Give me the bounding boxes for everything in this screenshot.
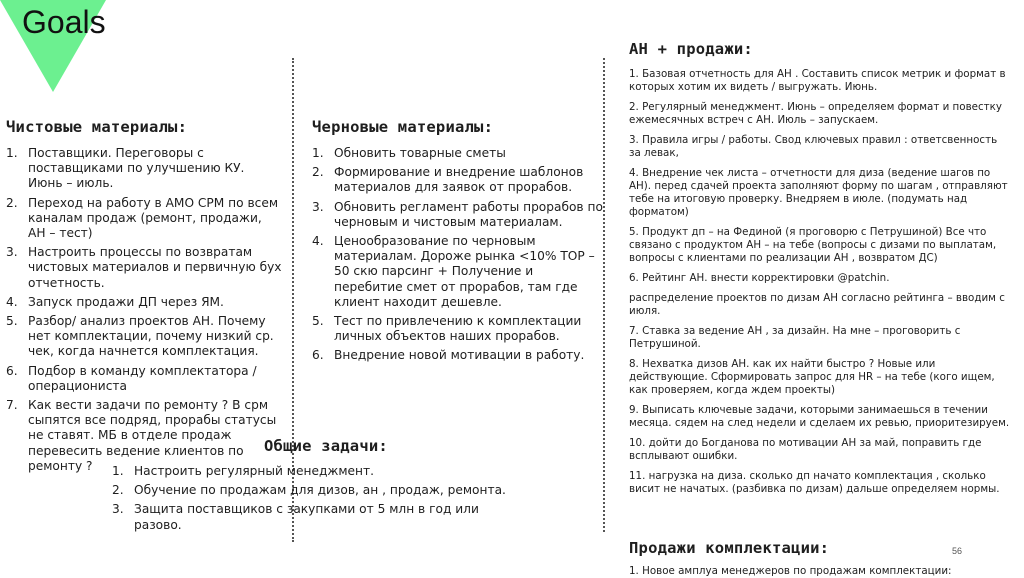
list-item (6, 196, 282, 242)
list-item-number: 5. (312, 314, 324, 329)
list-item (6, 146, 282, 192)
list-item (6, 398, 282, 474)
rough-materials-section (312, 118, 604, 368)
list-item (312, 314, 604, 344)
list-item-number: 6. (312, 348, 324, 363)
an-sales-item: 11. нагрузка на диза. сколько дп начато комплектация , сколько висит не начатых. (разбивка по дизам) дальше определяем нормы. (629, 470, 1000, 495)
an-sales-item: распределение проектов по дизам АН согласно рейтинга – вводим с июля. (629, 292, 1005, 317)
list-item-number: 2. (6, 195, 18, 210)
list-item-number: 4. (312, 234, 324, 249)
list-item-number: 6. (6, 363, 18, 378)
list-item-text: Внедрение новой мотивации в работу. (334, 348, 585, 363)
sales-kit-section (629, 539, 1011, 578)
list-item-text: Подбор в команду комплектатора / операциониста (28, 363, 257, 393)
list-item-text: Как вести задачи по ремонту ? В срм сыпятся все подряд, прорабы статусы не ставят. МБ в отделе продаж перевесить ведение клиентов по ремонту ? (28, 398, 277, 473)
list-item-number: 1. (6, 146, 18, 160)
clean-materials-list (6, 146, 282, 474)
list-item (312, 165, 604, 195)
an-sales-item: 4. Внедрение чек листа – отчетности для диза (ведение шагов по АН). перед сдачей проекта заполняют форму по шагам , отправляют тебе на итоговую проверку. Внедряем в июле. (подумать над форматом) (629, 167, 1008, 218)
list-item (312, 146, 604, 161)
list-item (112, 483, 522, 498)
list-item-text: Настроить процессы по возвратам чистовых материалов и первичную бух отчетность. (28, 245, 282, 290)
list-item (6, 245, 282, 291)
list-item-number: 3. (312, 199, 324, 214)
list-item-text: Защита поставщиков с закупками от 5 млн в год или разово. (134, 502, 479, 532)
list-item-number: 7. (6, 398, 18, 413)
list-item-number: 1. (312, 146, 324, 160)
sales-kit-heading: Продажи комплектации: (629, 539, 830, 557)
list-item (112, 464, 522, 479)
an-sales-item: 6. Рейтинг АН. внести корректировки @patchin. (629, 272, 890, 284)
an-sales-item: 7. Ставка за ведение АН , за дизайн. На мне – проговорить с Петрушиной. (629, 325, 961, 350)
an-sales-item: 5. Продукт дп – на Фединой (я проговорю с Петрушиной) Все что связано с продуктом АН – на тебе (вопросы с дизами по выплатам, вопросы с клиентами по реализации АН , возвратом ДС) (629, 226, 997, 264)
an-sales-item: 3. Правила игры / работы. Свод ключевых правил : ответсвенность за левак, (629, 134, 998, 159)
an-sales-item: 8. Нехватка дизов АН. как их найти быстро ? Новые или действующие. Сформировать запрос для HR – на тебе (кого ищем, как проверяем, когда ждем проекты) (629, 358, 995, 396)
rough-materials-list (312, 146, 604, 364)
list-item (112, 502, 522, 532)
clean-materials-section (6, 118, 282, 478)
list-item (6, 295, 282, 310)
list-item (312, 200, 604, 230)
list-item (6, 364, 282, 394)
list-item (6, 314, 282, 360)
an-sales-section (629, 40, 1011, 503)
clean-materials-heading: Чистовые материалы: (6, 118, 188, 136)
list-item-text: Ценообразование по черновым материалам. Дороже рынка <10% ТОР – 50 скю парсинг + Получение и перебитие смет от прорабов, там где клиент находит дешевле. (334, 234, 595, 309)
sales-kit-first-item: 1. Новое амплуа менеджеров по продажам комплектации: (629, 565, 952, 577)
list-item-text: Обучение по продажам для дизов, ан , продаж, ремонта. (134, 483, 506, 498)
list-item-text: Тест по привлечению к комплектации личных объектов наших прорабов. (334, 314, 582, 344)
list-item-text: Формирование и внедрение шаблонов материалов для заявок от прорабов. (334, 165, 584, 195)
list-item-text: Запуск продажи ДП через ЯМ. (28, 294, 224, 309)
list-item-number: 5. (6, 314, 18, 329)
rough-materials-heading: Черновые материалы: (312, 118, 494, 136)
an-sales-item: 9. Выписать ключевые задачи, которыми занимаешься в течении месяца. сядем на след недели и сделаем их ревью, приоритезируем. (629, 404, 1010, 429)
general-tasks-section (264, 437, 514, 465)
an-sales-item: 1. Базовая отчетность для АН . Составить список метрик и формат в которых хотим их видеть / выгружать. Июнь. (629, 68, 1006, 93)
list-item (312, 234, 604, 310)
an-sales-list (629, 68, 1011, 496)
list-item-text: Поставщики. Переговоры с поставщиками по улучшению КУ. Июнь – июль. (28, 146, 245, 191)
list-item-text: Переход на работу в АМО СРМ по всем каналам продаж (ремонт, продажи, АН – тест) (28, 195, 279, 241)
an-sales-heading: АН + продажи: (629, 40, 753, 58)
list-item-text: Настроить регулярный менеджмент. (134, 464, 374, 478)
list-item (312, 348, 604, 363)
general-tasks-list-wrap (112, 464, 522, 537)
list-item-number: 2. (312, 165, 324, 180)
an-sales-item: 2. Регулярный менеджмент. Июнь – определяем формат и повестку ежемесячных встреч с АН. Июль – запускаем. (629, 101, 1002, 126)
list-item-number: 2. (112, 483, 124, 498)
an-sales-item: 10. дойти до Богданова по мотивации АН за май, поправить где всплывают ошибки. (629, 437, 982, 462)
list-item-number: 3. (6, 245, 18, 260)
list-item-number: 3. (112, 502, 124, 517)
goals-badge (0, 0, 106, 95)
list-item-text: Разбор/ анализ проектов АН. Почему нет комплектации, почему низкий ср. чек, когда начнется комплектация. (28, 314, 274, 359)
list-item-text: Обновить товарные сметы (334, 146, 506, 160)
list-item-number: 4. (6, 294, 18, 309)
slide-title: Goals (22, 4, 106, 40)
list-item-number: 1. (112, 464, 124, 478)
general-tasks-heading: Общие задачи: (264, 437, 388, 455)
list-item-text: Обновить регламент работы прорабов по черновым и чистовым материалам. (334, 199, 603, 229)
page-number: 56 (951, 546, 962, 556)
general-tasks-list (112, 464, 522, 533)
